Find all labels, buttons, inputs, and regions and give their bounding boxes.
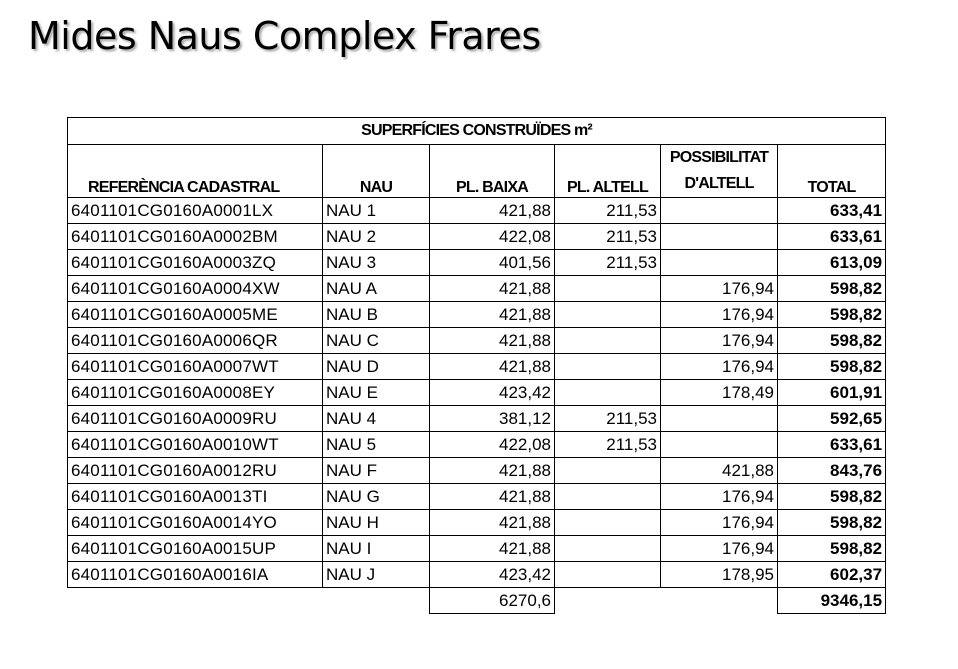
cell-nau: NAU C: [323, 328, 430, 354]
header-ref: REFERÈNCIA CADASTRAL: [68, 145, 323, 198]
cell-ref: 6401101CG0160A0005ME: [68, 302, 323, 328]
cell-nau: NAU B: [323, 302, 430, 328]
cell-pl-altell: [555, 380, 661, 406]
cell-possibilitat: 421,88: [661, 458, 778, 484]
cell-ref: 6401101CG0160A0003ZQ: [68, 250, 323, 276]
cell-pl-baixa: 422,08: [430, 224, 555, 250]
cell-pl-baixa: 421,88: [430, 458, 555, 484]
table-header-row: [68, 145, 886, 198]
cell-pl-baixa: 421,88: [430, 328, 555, 354]
cell-possibilitat: 176,94: [661, 328, 778, 354]
cell-total: 598,82: [778, 302, 886, 328]
cell-ref: 6401101CG0160A0014YO: [68, 510, 323, 536]
cell-pl-altell: [555, 354, 661, 380]
cell-nau: NAU E: [323, 380, 430, 406]
cell-pl-baixa: 421,88: [430, 510, 555, 536]
cell-ref: 6401101CG0160A0004XW: [68, 276, 323, 302]
cell-possibilitat: 176,94: [661, 510, 778, 536]
cell-total: 633,41: [778, 198, 886, 224]
cell-possibilitat: 178,95: [661, 562, 778, 588]
cell-pl-altell: [555, 302, 661, 328]
cell-possibilitat: [661, 432, 778, 458]
cell-pl-baixa: 423,42: [430, 380, 555, 406]
cell-total: 598,82: [778, 484, 886, 510]
grand-total: 9346,15: [778, 588, 886, 614]
surface-table: [67, 117, 886, 614]
cell-ref: 6401101CG0160A0015UP: [68, 536, 323, 562]
total-pl-baixa: 6270,6: [430, 588, 555, 614]
cell-total: 601,91: [778, 380, 886, 406]
table-row: [68, 224, 886, 250]
totals-blank-cell: [323, 588, 430, 614]
totals-row: [68, 588, 886, 614]
cell-ref: 6401101CG0160A0001LX: [68, 198, 323, 224]
cell-nau: NAU 2: [323, 224, 430, 250]
cell-total: 592,65: [778, 406, 886, 432]
table-row: [68, 484, 886, 510]
cell-total: 598,82: [778, 536, 886, 562]
cell-possibilitat: 176,94: [661, 484, 778, 510]
cell-pl-altell: [555, 276, 661, 302]
cell-possibilitat: [661, 406, 778, 432]
table-row: [68, 536, 886, 562]
table-row: [68, 432, 886, 458]
totals-blank-cell: [555, 588, 661, 614]
cell-ref: 6401101CG0160A0013TI: [68, 484, 323, 510]
header-possibilitat-line1: POSSIBILITAT: [669, 149, 769, 166]
cell-nau: NAU 5: [323, 432, 430, 458]
cell-pl-altell: 211,53: [555, 432, 661, 458]
header-pl-baixa: PL. BAIXA: [430, 145, 555, 198]
header-possibilitat: [661, 145, 778, 198]
cell-pl-altell: [555, 536, 661, 562]
cell-ref: 6401101CG0160A0016IA: [68, 562, 323, 588]
cell-pl-altell: [555, 510, 661, 536]
cell-total: 633,61: [778, 432, 886, 458]
cell-pl-altell: 211,53: [555, 224, 661, 250]
table-row: [68, 510, 886, 536]
cell-nau: NAU 3: [323, 250, 430, 276]
cell-possibilitat: [661, 224, 778, 250]
cell-total: 598,82: [778, 328, 886, 354]
cell-pl-baixa: 423,42: [430, 562, 555, 588]
cell-pl-altell: [555, 458, 661, 484]
table-row: [68, 276, 886, 302]
totals-blank-cell: [661, 588, 778, 614]
cell-total: 602,37: [778, 562, 886, 588]
cell-total: 843,76: [778, 458, 886, 484]
cell-ref: 6401101CG0160A0012RU: [68, 458, 323, 484]
cell-possibilitat: 176,94: [661, 276, 778, 302]
cell-total: 613,09: [778, 250, 886, 276]
cell-possibilitat: 176,94: [661, 354, 778, 380]
totals-blank-cell: [68, 588, 323, 614]
table-row: [68, 198, 886, 224]
cell-total: 598,82: [778, 354, 886, 380]
header-possibilitat-line2: D'ALTELL: [684, 175, 754, 192]
cell-nau: NAU I: [323, 536, 430, 562]
cell-nau: NAU H: [323, 510, 430, 536]
cell-ref: 6401101CG0160A0010WT: [68, 432, 323, 458]
cell-nau: NAU F: [323, 458, 430, 484]
table-body: [68, 198, 886, 588]
table-row: [68, 328, 886, 354]
table-row: [68, 354, 886, 380]
cell-pl-baixa: 401,56: [430, 250, 555, 276]
cell-pl-baixa: 381,12: [430, 406, 555, 432]
cell-pl-altell: [555, 484, 661, 510]
cell-possibilitat: 176,94: [661, 536, 778, 562]
header-pl-altell: PL. ALTELL: [555, 145, 661, 198]
cell-nau: NAU J: [323, 562, 430, 588]
cell-pl-altell: 211,53: [555, 406, 661, 432]
cell-pl-baixa: 421,88: [430, 354, 555, 380]
header-nau: NAU: [323, 145, 430, 198]
cell-possibilitat: [661, 250, 778, 276]
table-caption: SUPERFÍCIES CONSTRUÏDES m²: [68, 118, 886, 145]
header-total: TOTAL: [778, 145, 886, 198]
cell-pl-altell: 211,53: [555, 198, 661, 224]
cell-ref: 6401101CG0160A0002BM: [68, 224, 323, 250]
cell-nau: NAU D: [323, 354, 430, 380]
table-row: [68, 380, 886, 406]
cell-possibilitat: 176,94: [661, 302, 778, 328]
cell-pl-baixa: 421,88: [430, 302, 555, 328]
cell-ref: 6401101CG0160A0007WT: [68, 354, 323, 380]
table-row: [68, 302, 886, 328]
table-caption-row: [68, 118, 886, 145]
cell-nau: NAU 1: [323, 198, 430, 224]
table-row: [68, 250, 886, 276]
cell-nau: NAU 4: [323, 406, 430, 432]
cell-pl-altell: [555, 328, 661, 354]
cell-total: 598,82: [778, 276, 886, 302]
cell-ref: 6401101CG0160A0009RU: [68, 406, 323, 432]
cell-pl-baixa: 421,88: [430, 198, 555, 224]
page-title: Mides Naus Complex Frares: [28, 14, 541, 58]
cell-pl-baixa: 421,88: [430, 484, 555, 510]
cell-pl-baixa: 422,08: [430, 432, 555, 458]
cell-possibilitat: 178,49: [661, 380, 778, 406]
cell-ref: 6401101CG0160A0008EY: [68, 380, 323, 406]
cell-ref: 6401101CG0160A0006QR: [68, 328, 323, 354]
table-row: [68, 406, 886, 432]
table-row: [68, 458, 886, 484]
cell-pl-altell: 211,53: [555, 250, 661, 276]
cell-total: 633,61: [778, 224, 886, 250]
table-row: [68, 562, 886, 588]
cell-nau: NAU A: [323, 276, 430, 302]
cell-possibilitat: [661, 198, 778, 224]
cell-pl-altell: [555, 562, 661, 588]
cell-pl-baixa: 421,88: [430, 536, 555, 562]
cell-nau: NAU G: [323, 484, 430, 510]
cell-pl-baixa: 421,88: [430, 276, 555, 302]
cell-total: 598,82: [778, 510, 886, 536]
